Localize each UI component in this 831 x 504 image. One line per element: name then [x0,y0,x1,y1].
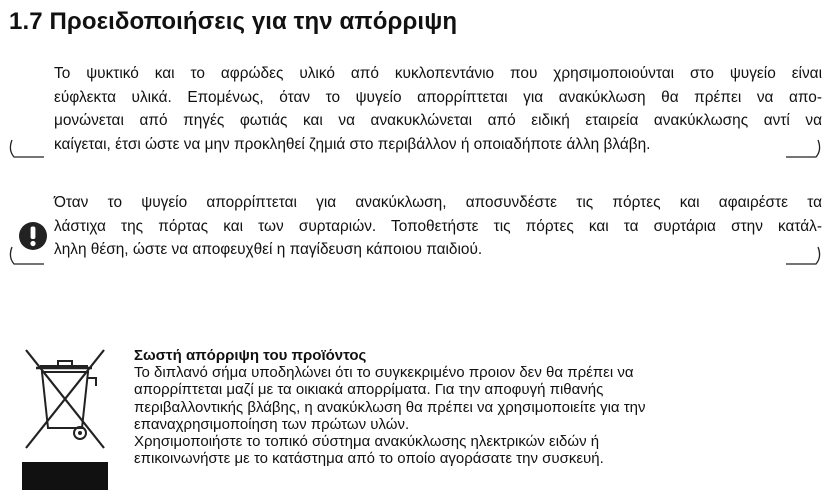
paragraph2-line: ληλη θέση, ώστε να αποφευχθεί η παγίδευση κάποιου παιδιού. [54,241,483,258]
crossed-out-wheelie-bin-icon [22,344,108,490]
disposal-line: απορρίπτεται μαζί με τα οικιακά απορρίματα. Για την αποφυγή πιθανής [134,381,604,399]
section-heading [9,8,457,36]
child-safety-paragraph [54,191,822,262]
paragraph2-line: λάστιχα της πόρτας και των συρταριών. Τοποθετήστε τις πόρτες και τα συρτάρια στην κατάλ- [54,217,822,235]
section-number: 1.7 [9,8,43,35]
paragraph1-line: καίγεται, έτσι ώστε να μην προκληθεί ζημιά στο περιβάλλον ή οποιαδήποτε άλλη βλάβη. [54,135,651,153]
paragraph1-line: Το ψυκτικό και το αφρώδες υλικό από κυκλοπεντάνιο που χρησιμοποιούνται στο ψυγείο είναι [54,65,822,82]
disposal-line: περιβαλλοντικής βλάβης, η ανακύκλωση θα πρέπει να χρησιμοποιείτε για την [134,398,646,416]
paragraph2-line: Όταν το ψυγείο απορρίπτεται για ανακύκλωση, αποσυνδέστε τις πόρτες και αφαιρέστε τα [54,194,822,211]
correct-disposal-notice [134,347,824,467]
section-title: Προειδοποιήσεις για την απόρριψη [49,8,458,35]
disposal-line: επικοινωνήστε με το κατάστημα από το οποίο αγοράσατε την συσκευή. [134,450,604,468]
disposal-line: Χρησιμοποιήστε το τοπικό σύστημα ανακύκλωσης ηλεκτρικών ειδών ή [134,433,600,451]
flammable-warning-paragraph [54,62,822,156]
disposal-line: επαναχρησιμοποίηση των πρώτων υλών. [134,415,410,433]
disposal-line: Το διπλανό σήμα υποδηλώνει ότι το συγκεκριμένο προιον δεν θα πρέπει να [134,364,634,382]
disposal-title: Σωστή απόρριψη του προϊόντος [134,347,367,364]
paragraph1-line: εύφλεκτα υλικά. Επομένως, όταν το ψυγείο απορρίπτεται για ανακύκλωση θα πρέπει να απο- [54,88,822,106]
paragraph1-line: μονώνεται από πηγές φωτιάς και να ανακυκλώνεται από ειδική εταιρεία ανακύκλωσης αντί να [54,112,822,129]
